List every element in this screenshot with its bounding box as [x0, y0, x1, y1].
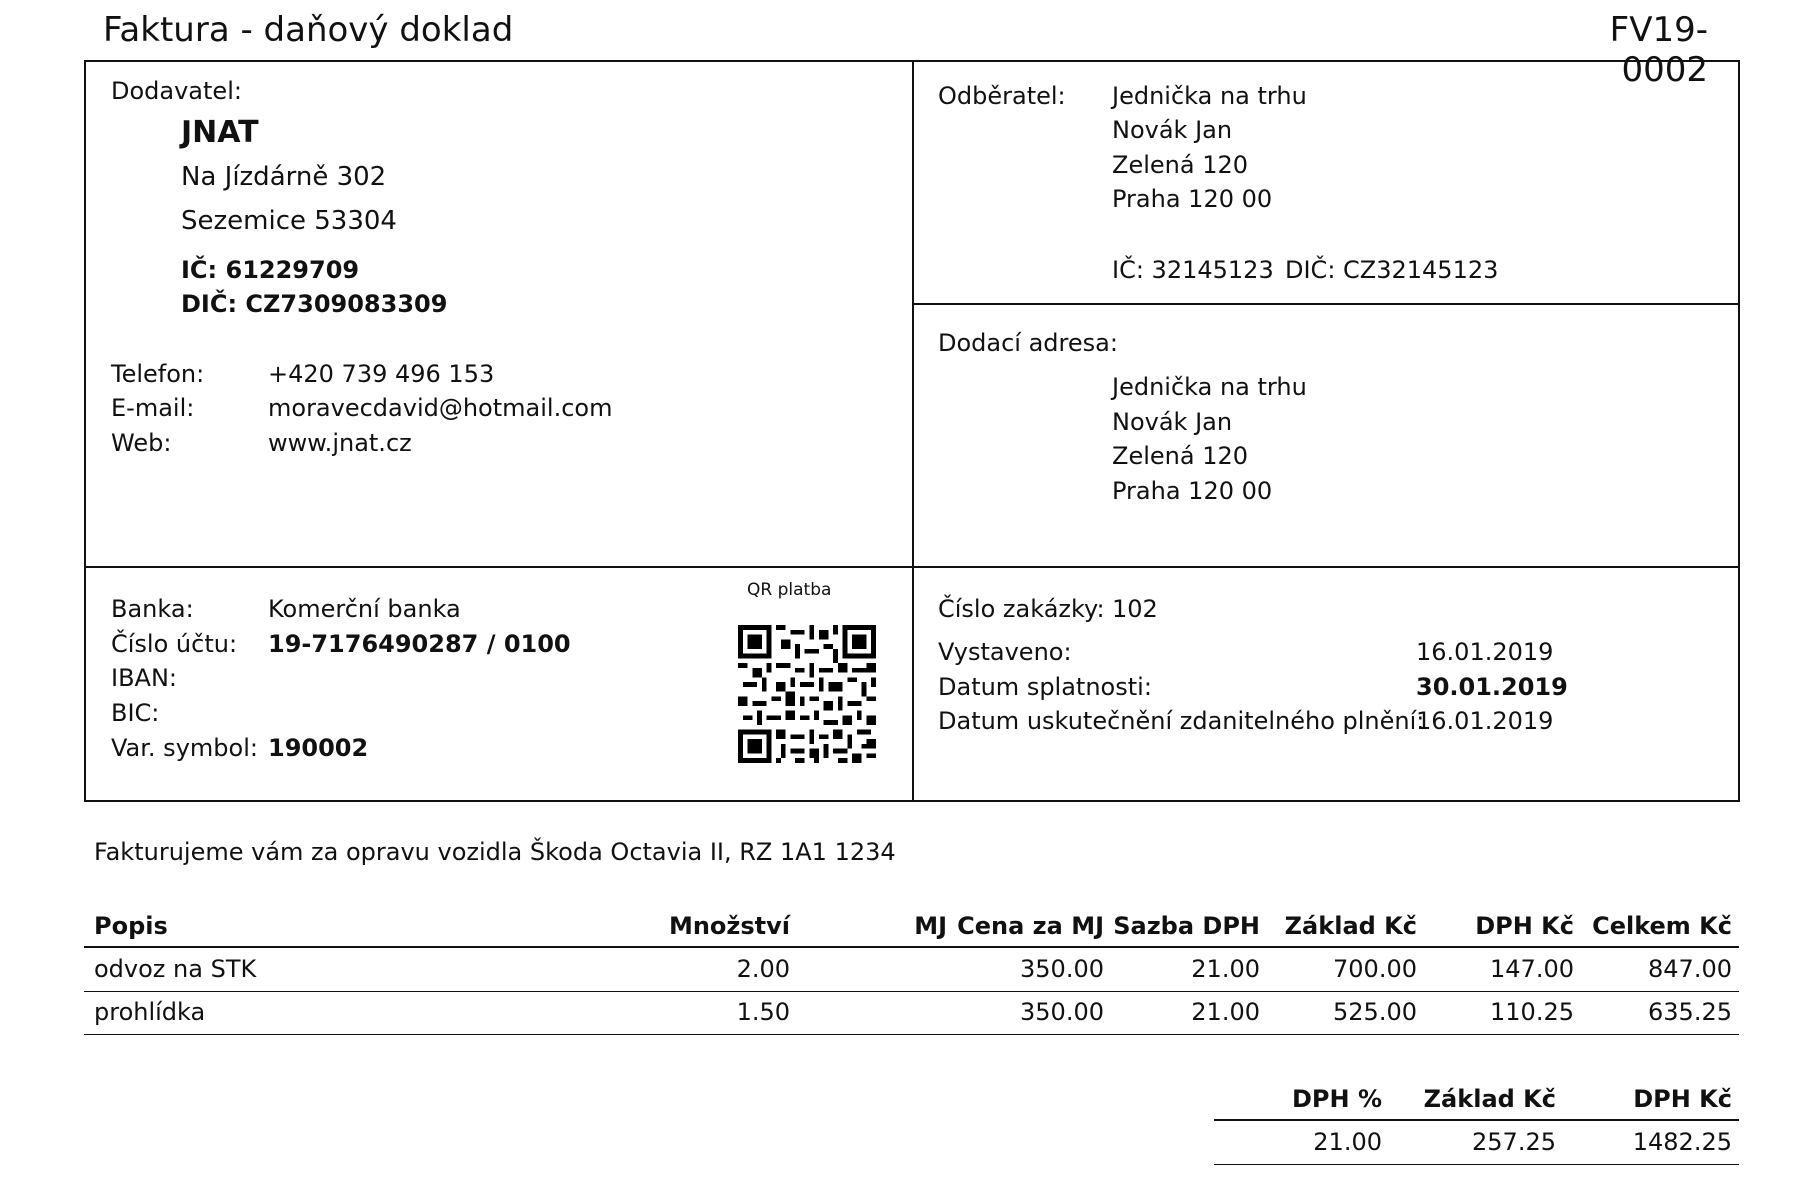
table-row-rule — [84, 1034, 1739, 1035]
web-value: www.jnat.cz — [268, 429, 412, 457]
vat-cell-base: 257.25 — [1472, 1128, 1556, 1156]
col-header-celkem: Celkem Kč — [1592, 912, 1732, 940]
bic-label: BIC: — [111, 699, 160, 727]
cell-celkem: 635.25 — [1648, 998, 1732, 1026]
table-header-rule — [84, 946, 1739, 948]
cell-dph: 110.25 — [1490, 998, 1574, 1026]
customer-ic: IČ: 32145123 — [1112, 256, 1274, 284]
taxable-label: Datum uskutečnění zdanitelného plnění: — [938, 707, 1425, 735]
col-header-mnozstvi: Množství — [668, 912, 790, 940]
account-label: Číslo účtu: — [111, 630, 238, 658]
bank-label: Banka: — [111, 595, 194, 623]
supplier-name: JNAT — [181, 115, 259, 150]
qr-label: QR platba — [747, 580, 832, 600]
cell-sazba: 21.00 — [1191, 955, 1260, 983]
customer-line: Novák Jan — [1112, 116, 1233, 144]
vat-header-rate: DPH % — [1292, 1085, 1382, 1113]
iban-label: IBAN: — [111, 664, 177, 692]
cell-cena: 350.00 — [1020, 955, 1104, 983]
supplier-dic: DIČ: CZ7309083309 — [181, 290, 448, 318]
col-header-zaklad: Základ Kč — [1284, 912, 1417, 940]
box-divider-bank — [84, 566, 1739, 568]
email-label: E-mail: — [111, 394, 195, 422]
order-number: 102 — [1112, 595, 1158, 623]
email-value: moravecdavid@hotmail.com — [268, 394, 613, 422]
phone-label: Telefon: — [111, 360, 205, 388]
supplier-street: Na Jízdárně 302 — [181, 162, 387, 192]
cell-zaklad: 700.00 — [1333, 955, 1417, 983]
delivery-line: Praha 120 00 — [1112, 477, 1273, 505]
delivery-line: Zelená 120 — [1112, 442, 1248, 470]
vs-value: 190002 — [268, 734, 369, 762]
col-header-dph: DPH Kč — [1475, 912, 1574, 940]
col-header-cena: Cena za MJ — [957, 912, 1104, 940]
delivery-line: Novák Jan — [1112, 408, 1233, 436]
page-title: Faktura - daňový doklad — [103, 10, 514, 50]
cell-popis: odvoz na STK — [94, 955, 257, 983]
cell-zaklad: 525.00 — [1333, 998, 1417, 1026]
web-label: Web: — [111, 429, 172, 457]
customer-line: Praha 120 00 — [1112, 185, 1273, 213]
qr-code-icon — [738, 625, 876, 763]
table-row-rule — [84, 991, 1739, 992]
cell-mnozstvi: 1.50 — [736, 998, 790, 1026]
vat-header-base: Základ Kč — [1423, 1085, 1556, 1113]
supplier-ic: IČ: 61229709 — [181, 256, 360, 284]
col-header-mj: MJ — [914, 912, 947, 940]
vat-header-dph: DPH Kč — [1633, 1085, 1732, 1113]
phone-value: +420 739 496 153 — [268, 360, 495, 388]
due-date: 30.01.2019 — [1416, 673, 1568, 701]
bank-value: Komerční banka — [268, 595, 461, 623]
supplier-label: Dodavatel: — [111, 77, 242, 105]
vat-header-rule — [1214, 1119, 1739, 1121]
cell-mnozstvi: 2.00 — [736, 955, 790, 983]
vat-row-rule — [1214, 1164, 1739, 1165]
vs-label: Var. symbol: — [111, 734, 258, 762]
supplier-city: Sezemice 53304 — [181, 206, 397, 236]
cell-popis: prohlídka — [94, 998, 206, 1026]
customer-line: Zelená 120 — [1112, 151, 1248, 179]
order-label: Číslo zakázky: — [938, 595, 1105, 623]
col-header-sazba: Sazba DPH — [1113, 912, 1260, 940]
delivery-label: Dodací adresa: — [938, 329, 1118, 357]
account-value: 19-7176490287 / 0100 — [268, 630, 571, 658]
customer-line: Jednička na trhu — [1112, 82, 1307, 110]
invoice-number: FV19-0002 — [1609, 10, 1708, 90]
cell-cena: 350.00 — [1020, 998, 1104, 1026]
cell-dph: 147.00 — [1490, 955, 1574, 983]
box-divider-customer — [912, 303, 1739, 305]
vat-cell-rate: 21.00 — [1313, 1128, 1382, 1156]
customer-dic: DIČ: CZ32145123 — [1285, 256, 1499, 284]
cell-sazba: 21.00 — [1191, 998, 1260, 1026]
invoice-intro: Fakturujeme vám za opravu vozidla Škoda Octavia II, RZ 1A1 1234 — [94, 838, 896, 866]
delivery-line: Jednička na trhu — [1112, 373, 1307, 401]
vat-cell-dph: 1482.25 — [1632, 1128, 1732, 1156]
customer-label: Odběratel: — [938, 82, 1066, 110]
cell-celkem: 847.00 — [1648, 955, 1732, 983]
issued-date: 16.01.2019 — [1416, 638, 1554, 666]
box-divider-vertical — [912, 60, 914, 802]
taxable-date: 16.01.2019 — [1416, 707, 1554, 735]
due-label: Datum splatnosti: — [938, 673, 1152, 701]
col-header-popis: Popis — [94, 912, 168, 940]
issued-label: Vystaveno: — [938, 638, 1072, 666]
